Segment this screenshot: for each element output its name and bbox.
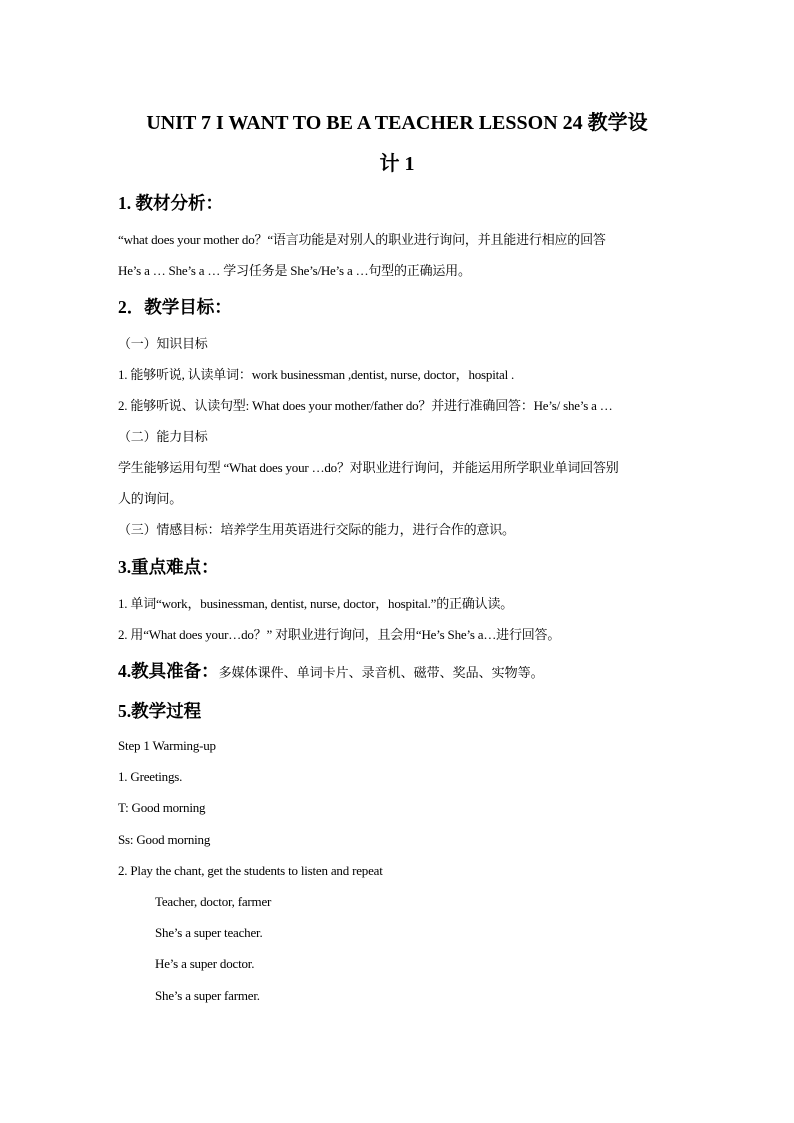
ability-goal-line1: 学生能够运用句型 “What does your …do？对职业进行询问，并能运用所学职业单词回答别 (118, 460, 619, 475)
section-1-heading: 1. 教材分析： (118, 193, 223, 213)
section-1-paragraph-line1: “what does your mother do？“语言功能是对别人的职业进行询问，并且能进行相应的回答 (118, 232, 606, 247)
section-4-heading: 4.教具准备： (118, 661, 219, 681)
knowledge-goal-item-2: 2. 能够听说、认读句型: What does your mother/father do？并进行准确回答：He’s/ she’s a … (118, 398, 613, 413)
section-4-text: 多媒体课件、单词卡片、录音机、磁带、奖品、实物等。 (218, 665, 544, 680)
section-1-paragraph-line2: He’s a … She’s a … 学习任务是 She’s/He’s a …句型的正确运用。 (118, 263, 471, 278)
process-line: 1. Greetings. (118, 769, 183, 784)
ability-goal-subheading: （二）能力目标 (118, 429, 208, 444)
process-line: Ss: Good morning (118, 832, 211, 847)
ability-goal-line2: 人的询问。 (118, 491, 183, 506)
knowledge-goal-item-1: 1. 能够听说, 认读单词：work businessman ,dentist, nurse, doctor，hospital . (118, 367, 515, 382)
chant-line: Teacher, doctor, farmer (155, 894, 272, 909)
section-4-heading-row (118, 658, 544, 683)
process-line: T: Good morning (118, 800, 206, 815)
knowledge-goal-subheading: （一）知识目标 (118, 336, 208, 351)
section-5-heading: 5.教学过程 (118, 701, 202, 721)
chant-line: She’s a super teacher. (155, 925, 263, 940)
document-title-line2: 计 1 (379, 153, 415, 175)
chant-line: She’s a super farmer. (155, 988, 260, 1003)
section-2-heading: 2．教学目标： (118, 297, 232, 317)
emotion-goal: （三）情感目标：培养学生用英语进行交际的能力，进行合作的意识。 (118, 522, 515, 537)
process-line: Step 1 Warming-up (118, 738, 216, 753)
process-line: 2. Play the chant, get the students to listen and repeat (118, 863, 383, 878)
section-3-heading: 3.重点难点： (118, 557, 219, 577)
document-title-line1: UNIT 7 I WANT TO BE A TEACHER LESSON 24 教学设 (146, 112, 648, 134)
key-point-item-2: 2. 用“What does your…do？” 对职业进行询问，且会用“He’s She’s a…进行回答。 (118, 627, 561, 642)
chant-line: He’s a super doctor. (155, 956, 255, 971)
key-point-item-1: 1. 单词“work，businessman, dentist, nurse, doctor，hospital.”的正确认读。 (118, 596, 514, 611)
